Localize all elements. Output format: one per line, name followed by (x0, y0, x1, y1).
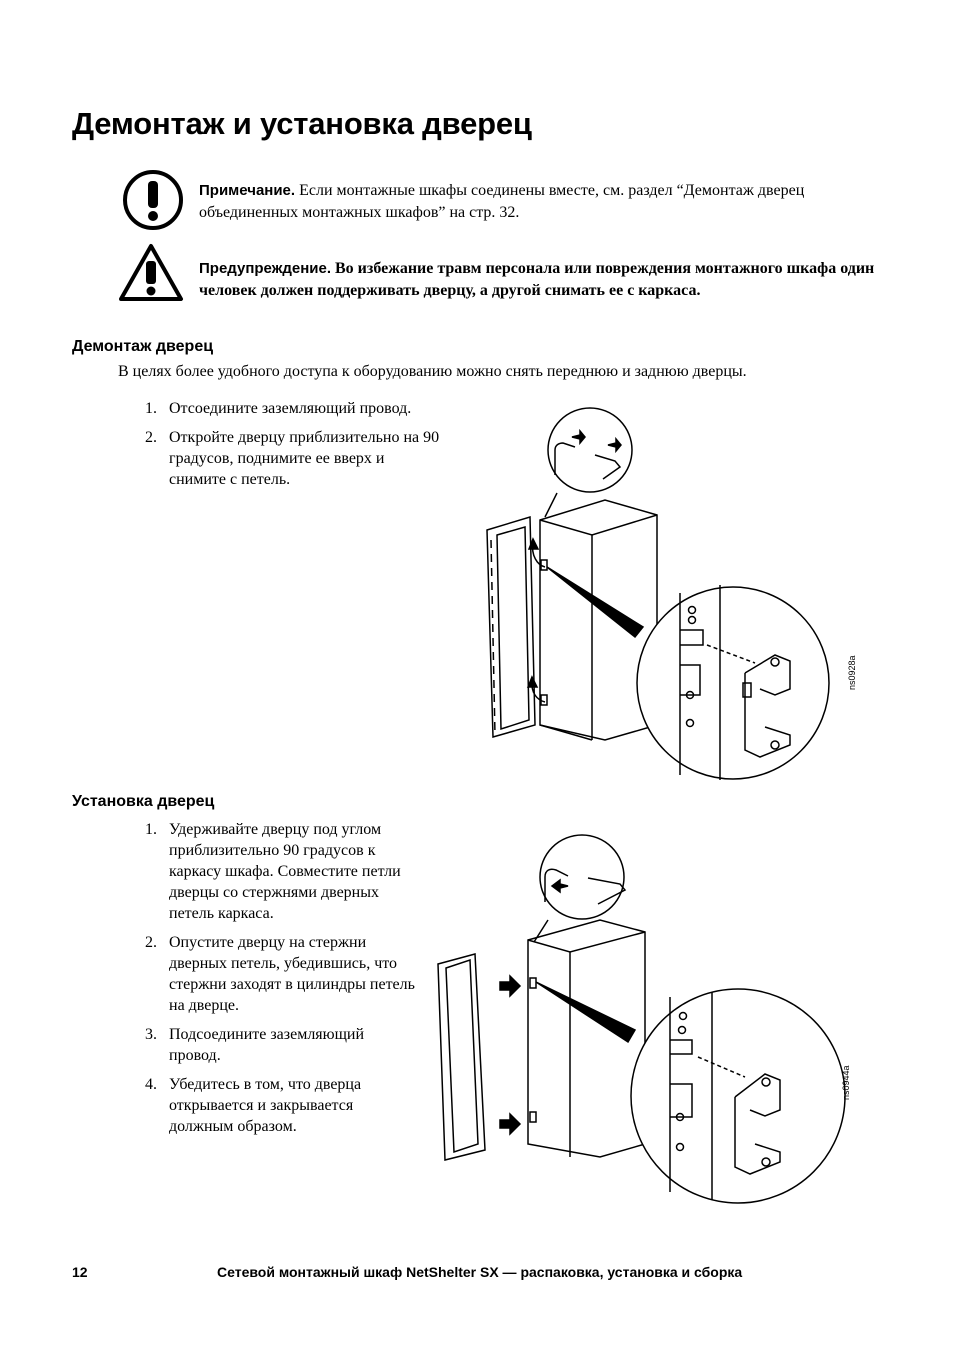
door-installation-illustration (430, 832, 870, 1204)
figure-id: ns0944a (841, 1065, 851, 1100)
step-text: Удерживайте дверцу под углом приблизительно 90 градусов к каркасу шкафа. Совместите петли дверцы со стержнями дверных петель каркаса. (169, 821, 401, 922)
install-heading: Установка дверец (72, 793, 215, 810)
step-text: Опустите дверцу на стержни дверных петель, убедившись, что стержни заходят в цилиндры петель на дверце. (169, 934, 415, 1014)
warning-text: Во избежание травм персонала или повреждения монтажного шкафа один человек должен поддерживать дверцу, а другой снимать ее с каркаса. (199, 260, 875, 299)
step-number: 2. (145, 934, 157, 951)
step-text: Отсоедините заземляющий провод. (169, 400, 412, 417)
step-number: 3. (145, 1026, 157, 1043)
removal-intro: В целях более удобного доступа к оборудованию можно снять переднюю и заднюю дверцы. (118, 363, 747, 380)
list-item (145, 1074, 415, 1137)
warning-callout (199, 258, 879, 302)
list-item (145, 427, 440, 490)
step-text: Подсоедините заземляющий провод. (169, 1026, 365, 1064)
note-text: Если монтажные шкафы соединены вместе, см. раздел “Демонтаж дверец объединенных монтажных шкафов” на стр. 32. (199, 182, 805, 221)
step-text: Убедитесь в том, что дверца открывается и закрывается должным образом. (169, 1076, 362, 1135)
install-steps (145, 819, 415, 1145)
warning-label: Предупреждение. (199, 260, 331, 277)
removal-heading: Демонтаж дверец (72, 338, 214, 355)
door-removal-illustration (475, 405, 875, 785)
list-item (145, 932, 415, 1016)
page-title: Демонтаж и установка дверец (72, 106, 532, 141)
exclamation-circle-icon (121, 168, 185, 232)
step-text: Откройте дверцу приблизительно на 90 градусов, поднимите ее вверх и снимите с петель. (169, 429, 440, 488)
warning-triangle-icon (118, 242, 184, 302)
note-label: Примечание. (199, 182, 296, 199)
footer-title: Сетевой монтажный шкаф NetShelter SX — распаковка, установка и сборка (217, 1264, 743, 1280)
step-number: 4. (145, 1076, 157, 1093)
step-number: 1. (145, 400, 157, 417)
list-item (145, 819, 415, 924)
step-number: 1. (145, 821, 157, 838)
figure-id: ns0928a (847, 655, 857, 690)
removal-steps (145, 398, 440, 498)
list-item (145, 1024, 415, 1066)
step-number: 2. (145, 429, 157, 446)
note-callout (199, 180, 879, 224)
page-number: 12 (72, 1264, 88, 1280)
list-item (145, 398, 440, 419)
